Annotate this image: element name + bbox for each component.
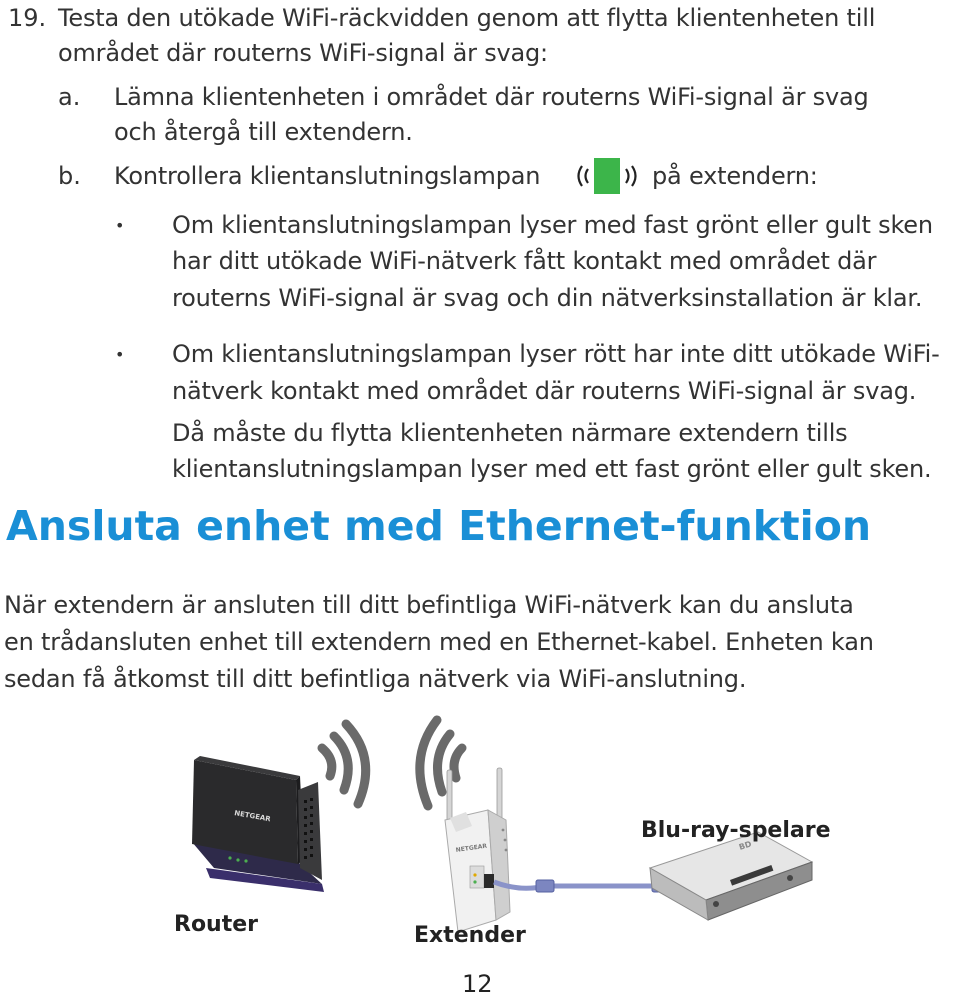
bullet-text-line: har ditt utökade WiFi-nätverk fått kontakt med området där: [172, 247, 877, 275]
extender-wifi-waves-icon: [420, 720, 462, 806]
network-illustration: [0, 710, 960, 1000]
paragraph-line: sedan få åtkomst till ditt befintliga nätverk via WiFi-anslutning.: [4, 665, 747, 693]
extender-label: Extender: [414, 923, 526, 948]
router-device: [192, 756, 324, 892]
extender-logo: NETGEAR: [455, 842, 488, 854]
router-logo: NETGEAR: [233, 809, 272, 824]
paragraph-line: en trådansluten enhet till extendern med en Ethernet-kabel. Enheten kan: [4, 628, 874, 656]
bullet-text-line: Om klientanslutningslampan lyser rött har inte ditt utökade WiFi-: [172, 340, 940, 368]
bullet-text-line: klientanslutningslampan lyser med ett fast grönt eller gult sken.: [172, 455, 932, 483]
step-number: 19.: [8, 4, 47, 32]
substep-text-line: Lämna klientenheten i området där routerns WiFi-signal är svag: [114, 83, 869, 111]
extender-device: [445, 768, 510, 932]
bluray-label: Blu-ray-spelare: [641, 818, 831, 843]
paragraph-line: När extendern är ansluten till ditt befintliga WiFi-nätverk kan du ansluta: [4, 591, 854, 619]
router-wifi-waves-icon: [322, 724, 366, 804]
bullet-text-line: Då måste du flytta klientenheten närmare extendern tills: [172, 419, 848, 447]
step-text-line: området där routerns WiFi-signal är svag:: [58, 39, 548, 67]
bullet-text-line: routerns WiFi-signal är svag och din nätverksinstallation är klar.: [172, 284, 923, 312]
bullet-text-line: Om klientanslutningslampan lyser med fast grönt eller gult sken: [172, 211, 933, 239]
bullet-marker: •: [115, 216, 125, 235]
ethernet-cable: [494, 880, 670, 892]
substep-text-line: och återgå till extendern.: [114, 118, 413, 146]
substep-text-before-icon: Kontrollera klientanslutningslampan: [114, 162, 541, 190]
step-text-line: Testa den utökade WiFi-räckvidden genom att flytta klientenheten till: [58, 4, 876, 32]
svg-text:BD: BD: [737, 839, 753, 852]
substep-marker: a.: [58, 83, 81, 111]
section-heading: Ansluta enhet med Ethernet-funktion: [6, 502, 872, 550]
substep-marker: b.: [58, 162, 81, 190]
router-label: Router: [174, 912, 259, 937]
page-number: 12: [462, 970, 493, 998]
substep-text-after-icon: på extendern:: [652, 162, 818, 190]
bluray-device: [650, 832, 812, 920]
client-link-led-icon: [570, 154, 644, 198]
bullet-marker: •: [115, 345, 125, 364]
bullet-text-line: nätverk kontakt med området där routerns WiFi-signal är svag.: [172, 377, 917, 405]
